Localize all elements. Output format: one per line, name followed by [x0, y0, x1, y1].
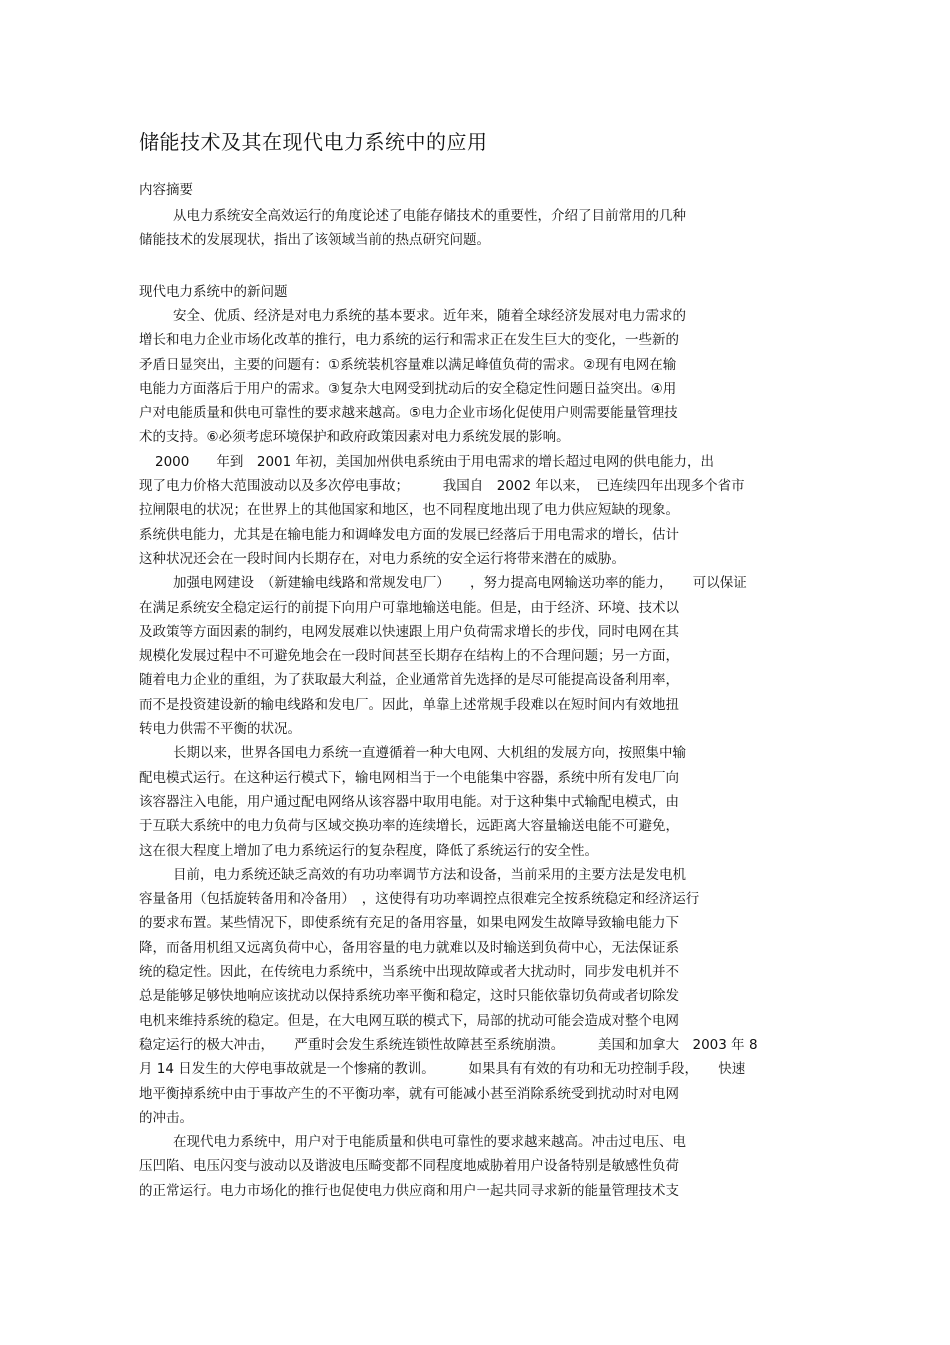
- text-line: 的冲击。: [139, 1109, 193, 1126]
- text-line: 而不是投资建设新的输电线路和发电厂。因此，单靠上述常规手段难以在短时间内有效地扭: [139, 696, 679, 713]
- text-line: 稳定运行的极大冲击， 严重时会发生系统连锁性故障甚至系统崩溃。 美国和加拿大 2003 年 8: [139, 1036, 758, 1053]
- text-line: 降，而备用机组又远离负荷中心，备用容量的电力就难以及时输送到负荷中心，无法保证系: [139, 939, 679, 956]
- text-line: 加强电网建设 （新建输电线路和常规发电厂） ，努力提高电网输送功率的能力， 可以保证: [173, 575, 747, 592]
- text-line: 现了电力价格大范围波动以及多次停电事故； 我国自 2002 年以来， 已连续四年出现多个省市: [139, 478, 745, 495]
- text-line: 总是能够足够快地响应该扰动以保持系统功率平衡和稳定，这时只能依靠切负荷或者切除发: [139, 988, 679, 1005]
- text-line: 增长和电力企业市场化改革的推行，电力系统的运行和需求正在发生巨大的变化，一些新的: [139, 332, 679, 349]
- text-line: 的要求布置。某些情况下，即使系统有充足的备用容量，如果电网发生故障导致输电能力下: [139, 915, 679, 932]
- text-line: 2000 年到 2001 年初，美国加州供电系统由于用电需求的增长超过电网的供电能力，出: [155, 453, 715, 470]
- text-line: 压凹陷、电压闪变与波动以及谐波电压畸变都不同程度地威胁着用户设备特别是敏感性负荷: [139, 1158, 679, 1175]
- text-line: 在满足系统安全稳定运行的前提下向用户可靠地输送电能。但是，由于经济、环境、技术以: [139, 599, 679, 616]
- document-title: 储能技术及其在现代电力系统中的应用: [139, 130, 488, 154]
- section-heading: 现代电力系统中的新问题: [139, 284, 288, 300]
- text-line: 系统供电能力，尤其是在输电能力和调峰发电方面的发展已经落后于用电需求的增长，估计: [139, 526, 679, 543]
- text-line: 安全、优质、经济是对电力系统的基本要求。近年来，随着全球经济发展对电力需求的: [173, 308, 686, 324]
- text-line: 户对电能质量和供电可靠性的要求越来越高。⑤电力企业市场化促使用户则需要能量管理技: [139, 405, 678, 422]
- text-line: 这在很大程度上增加了电力系统运行的复杂程度，降低了系统运行的安全性。: [139, 842, 598, 859]
- text-line: 矛盾日显突出，主要的问题有：①系统装机容量难以满足峰值负荷的需求。②现有电网在输: [139, 356, 677, 373]
- text-line: 电能力方面落后于用户的需求。③复杂大电网受到扰动后的安全稳定性问题日益突出。④用: [139, 380, 677, 397]
- text-line: 储能技术的发展现状，指出了该领域当前的热点研究问题。: [139, 232, 490, 249]
- text-line: 及政策等方面因素的制约，电网发展难以快速跟上用户负荷需求增长的步伐，同时电网在其: [139, 623, 679, 640]
- text-line: 月 14 日发生的大停电事故就是一个惨痛的教训。 如果具有有效的有功和无功控制手段， 快速: [139, 1061, 746, 1078]
- text-line: 该容器注入电能，用户通过配电网络从该容器中取用电能。对于这种集中式输配电模式，由: [139, 793, 679, 810]
- text-line: 于互联大系统中的电力负荷与区域交换功率的连续增长，远距离大容量输送电能不可避免，: [139, 818, 679, 835]
- text-line: 容量备用（包括旋转备用和冷备用） ，这使得有功功率调控点很难完全按系统稳定和经济运行: [139, 891, 700, 908]
- text-line: 术的支持。⑥必须考虑环境保护和政府政策因素对电力系统发展的影响。: [139, 429, 570, 446]
- text-line: 随着电力企业的重组，为了获取最大利益，企业通常首先选择的是尽可能提高设备利用率，: [139, 672, 679, 689]
- text-line: 规模化发展过程中不可避免地会在一段时间甚至长期存在结构上的不合理问题；另一方面，: [139, 648, 679, 665]
- text-line: 目前，电力系统还缺乏高效的有功功率调节方法和设备，当前采用的主要方法是发电机: [173, 866, 686, 883]
- text-line: 配电模式运行。在这种运行模式下，输电网相当于一个电能集中容器，系统中所有发电厂向: [139, 769, 679, 786]
- text-line: 统的稳定性。因此，在传统电力系统中，当系统中出现故障或者大扰动时，同步发电机并不: [139, 964, 679, 981]
- body-text: [139, 304, 809, 1203]
- text-line: 拉闸限电的状况；在世界上的其他国家和地区，也不同程度地出现了电力供应短缺的现象。: [139, 502, 679, 519]
- abstract-paragraph: [139, 204, 809, 253]
- text-line: 长期以来，世界各国电力系统一直遵循着一种大电网、大机组的发展方向，按照集中输: [173, 745, 686, 762]
- text-line: 电机来维持系统的稳定。但是，在大电网互联的模式下，局部的扰动可能会造成对整个电网: [139, 1012, 679, 1029]
- text-line: 地平衡掉系统中由于事故产生的不平衡功率，就有可能减小甚至消除系统受到扰动时对电网: [139, 1085, 679, 1102]
- text-line: 这种状况还会在一段时间内长期存在，对电力系统的安全运行将带来潜在的威胁。: [139, 550, 625, 567]
- abstract-heading: 内容摘要: [139, 182, 193, 198]
- text-line: 在现代电力系统中，用户对于电能质量和供电可靠性的要求越来越高。冲击过电压、电: [173, 1134, 686, 1151]
- text-line: 从电力系统安全高效运行的角度论述了电能存储技术的重要性，介绍了目前常用的几种: [173, 208, 686, 224]
- text-line: 转电力供需不平衡的状况。: [139, 721, 301, 738]
- text-line: 的正常运行。电力市场化的推行也促使电力供应商和用户一起共同寻求新的能量管理技术支: [139, 1182, 679, 1199]
